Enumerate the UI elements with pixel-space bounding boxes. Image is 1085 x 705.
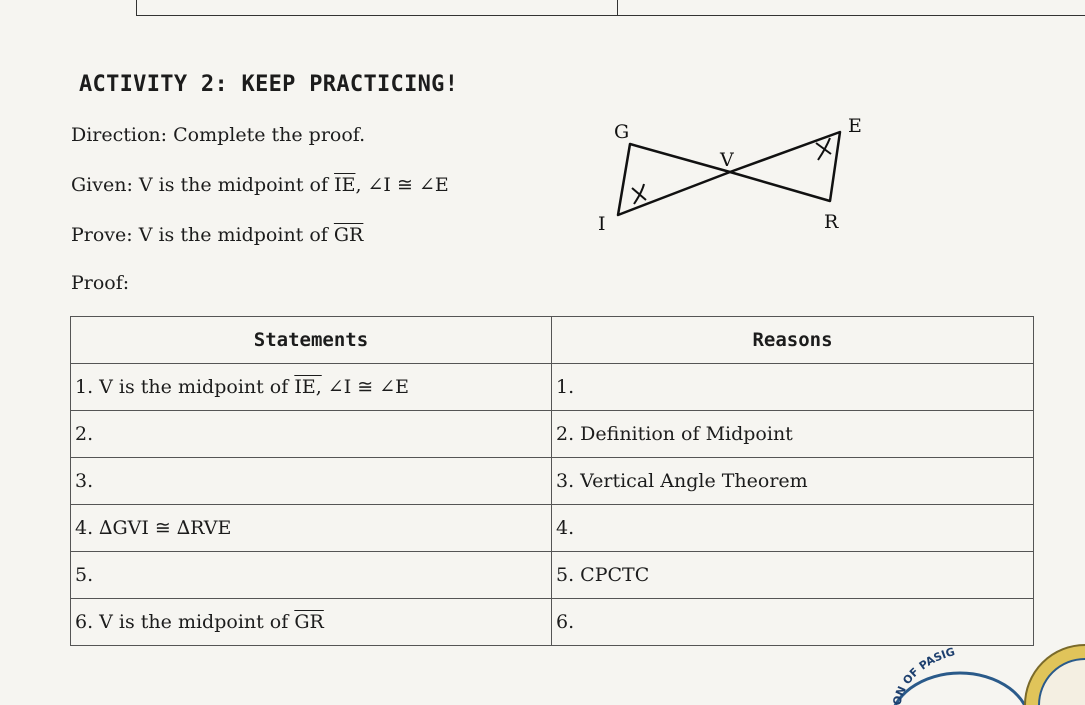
label-v: V	[720, 149, 734, 171]
activity-title: ACTIVITY 2: KEEP PRACTICING!	[79, 72, 459, 97]
prove-text	[71, 224, 363, 246]
prove-prefix: Prove: V is the midpoint of	[71, 224, 334, 246]
statement-cell[interactable]	[71, 552, 552, 599]
statement-suffix: ∠I ≅ ∠E	[321, 376, 409, 398]
table-header-row	[71, 317, 1034, 364]
statement-number: 6.	[75, 611, 100, 633]
reason-cell[interactable]: 5. CPCTC	[552, 552, 1034, 599]
statement-cell[interactable]	[71, 364, 552, 411]
statement-cell[interactable]	[71, 599, 552, 646]
given-segment: $\overline{IE}$	[334, 174, 356, 196]
label-g: G	[614, 121, 630, 143]
bowtie-triangle-diagram	[590, 108, 870, 243]
statement-number: 4.	[75, 517, 100, 539]
statement-cell[interactable]	[71, 458, 552, 505]
given-prefix: Given: V is the midpoint of	[71, 174, 335, 196]
seal-text: ON OF PASIG	[890, 645, 957, 705]
statement-text: V is the midpoint of	[99, 611, 295, 633]
statement-text: V is the midpoint of	[99, 376, 295, 398]
direction-text: Direction: Complete the proof.	[71, 124, 366, 146]
label-r: R	[824, 211, 839, 233]
table-row	[71, 364, 1034, 411]
statement-number: 3.	[75, 470, 94, 492]
label-e: E	[848, 115, 862, 137]
table-row	[71, 458, 1034, 505]
statement-segment: $\overline{GR}$	[294, 611, 324, 633]
statement-number: 2.	[75, 423, 94, 445]
proof-table	[70, 316, 1034, 646]
statement-cell[interactable]	[71, 505, 552, 552]
reason-cell[interactable]: 4.	[552, 505, 1034, 552]
label-i: I	[598, 213, 606, 235]
triangle-rve	[730, 132, 840, 201]
reason-cell[interactable]: 1.	[552, 364, 1034, 411]
statement-segment: IE,	[294, 376, 322, 398]
reason-cell[interactable]: 2. Definition of Midpoint	[552, 411, 1034, 458]
proof-label: Proof:	[71, 272, 130, 294]
statement-text: ∆GVI ≅ ∆RVE	[99, 517, 232, 539]
table-row	[71, 505, 1034, 552]
top-table-border	[136, 0, 1085, 16]
table-row	[71, 552, 1034, 599]
angle-i-tick	[632, 188, 646, 200]
statements-header: Statements	[71, 317, 552, 364]
reason-cell[interactable]: 6.	[552, 599, 1034, 646]
reason-cell[interactable]: 3. Vertical Angle Theorem	[552, 458, 1034, 505]
statement-number: 5.	[75, 564, 94, 586]
prove-segment: $\overline{GR}$	[333, 224, 364, 246]
table-row	[71, 411, 1034, 458]
statement-number: 1.	[75, 376, 100, 398]
given-text	[71, 174, 449, 196]
given-suffix: , ∠I ≅ ∠E	[355, 174, 449, 196]
statement-cell[interactable]	[71, 411, 552, 458]
reasons-header: Reasons	[552, 317, 1034, 364]
school-division-seal	[880, 620, 1085, 705]
